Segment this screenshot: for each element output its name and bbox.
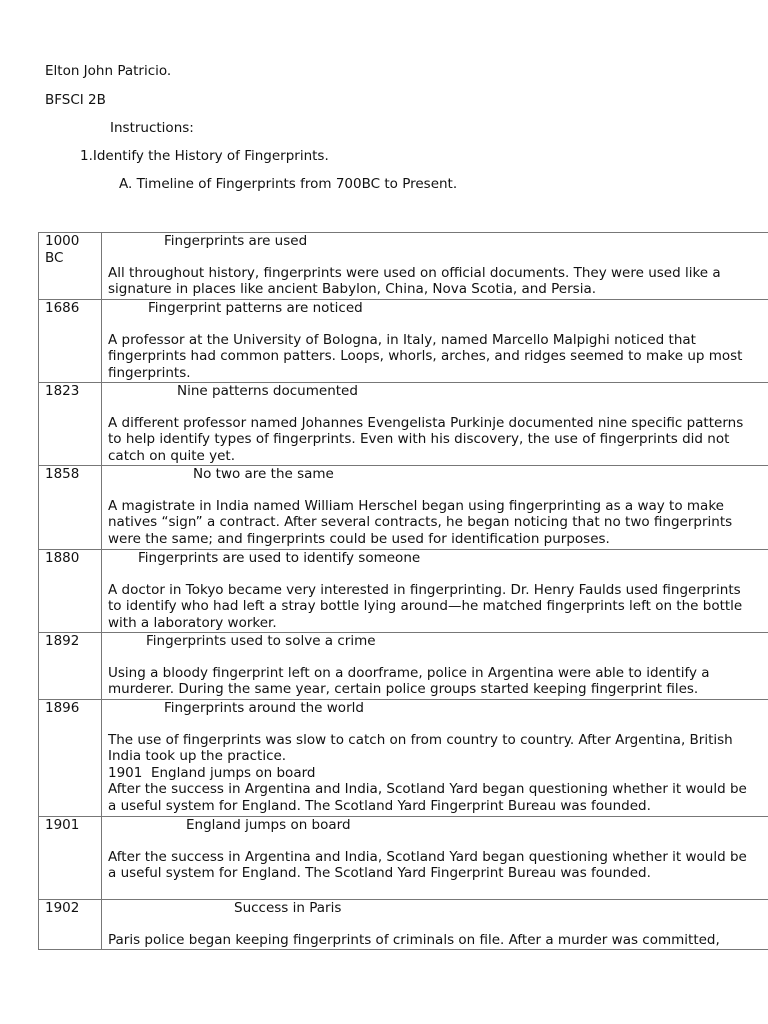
row-title: Fingerprints used to solve a crime (146, 633, 376, 649)
table-row (39, 700, 768, 817)
row-year: 1902 (45, 900, 80, 916)
table-row (39, 383, 768, 466)
row-title: Success in Paris (234, 900, 342, 916)
section-label: BFSCI 2B (45, 92, 106, 108)
row-description: All throughout history, fingerprints were used on official documents. They were used like a signature in places like ancient Babylon, China, Nova Scotia, and Persia. (108, 264, 721, 298)
row-year: 1901 (45, 817, 80, 833)
row-title: Fingerprints around the world (164, 700, 364, 716)
row-title: Fingerprints are used (164, 233, 308, 249)
table-row (39, 633, 768, 700)
row-sub-description: After the success in Argentina and India, Scotland Yard began questioning whether it would be a useful system for England. The Scotland Yard Fingerprint Bureau was founded. (108, 781, 747, 814)
row-description: Using a bloody fingerprint left on a doorframe, police in Argentina were able to identify a murderer. During the same year, certain police groups started keeping fingerprint files. (108, 664, 710, 698)
row-year: 1823 (45, 383, 80, 399)
row-title: Fingerprints are used to identify someone (138, 550, 421, 566)
row-year: 1896 (45, 700, 80, 716)
table-row (39, 817, 768, 900)
row-year: 1000 BC (45, 233, 80, 266)
table-row (39, 550, 768, 633)
row-description: A different professor named Johannes Evengelista Purkinje documented nine specific patterns to help identify types of fingerprints. Even with his discovery, the use of fingerprints did not catch on quite yet. (108, 414, 744, 464)
table-row (39, 300, 768, 383)
row-sub-heading: 1901 England jumps on board (108, 764, 316, 781)
row-description: A doctor in Tokyo became very interested in fingerprinting. Dr. Henry Faulds used fingerprints to identify who had left a stray bottle lying around—he matched fingerprints left on the bottle with a laboratory worker. (108, 581, 743, 631)
instruction-item-a: A. Timeline of Fingerprints from 700BC to Present. (119, 176, 458, 192)
timeline-table (38, 232, 768, 950)
row-title: England jumps on board (186, 817, 351, 833)
table-row (39, 233, 768, 300)
table-row (39, 900, 768, 950)
row-description: Paris police began keeping fingerprints of criminals on file. After a murder was committed, (108, 931, 720, 948)
row-year: 1892 (45, 633, 80, 649)
row-description: After the success in Argentina and India, Scotland Yard began questioning whether it would be a useful system for England. The Scotland Yard Fingerprint Bureau was founded. (108, 848, 747, 882)
row-title: Fingerprint patterns are noticed (148, 300, 363, 316)
row-title: Nine patterns documented (177, 383, 358, 399)
table-row (39, 466, 768, 550)
author-name: Elton John Patricio. (45, 63, 172, 79)
instruction-item-1: 1.Identify the History of Fingerprints. (80, 148, 329, 164)
instructions-label: Instructions: (110, 120, 194, 136)
row-year: 1686 (45, 300, 80, 316)
row-description: A magistrate in India named William Herschel began using fingerprinting as a way to make natives “sign” a contract. After several contracts, he began noticing that no two fingerprints were the same; and fingerprints could be used for identification purposes. (108, 497, 733, 547)
row-year: 1858 (45, 466, 80, 482)
row-year: 1880 (45, 550, 80, 566)
row-description: A professor at the University of Bologna, in Italy, named Marcello Malpighi noticed that fingerprints had common patters. Loops, whorls, arches, and ridges seemed to make up most fingerprints. (108, 331, 743, 381)
row-title: No two are the same (193, 466, 334, 482)
row-description: The use of fingerprints was slow to catch on from country to country. After Argentina, British India took up the practice. (108, 731, 733, 765)
